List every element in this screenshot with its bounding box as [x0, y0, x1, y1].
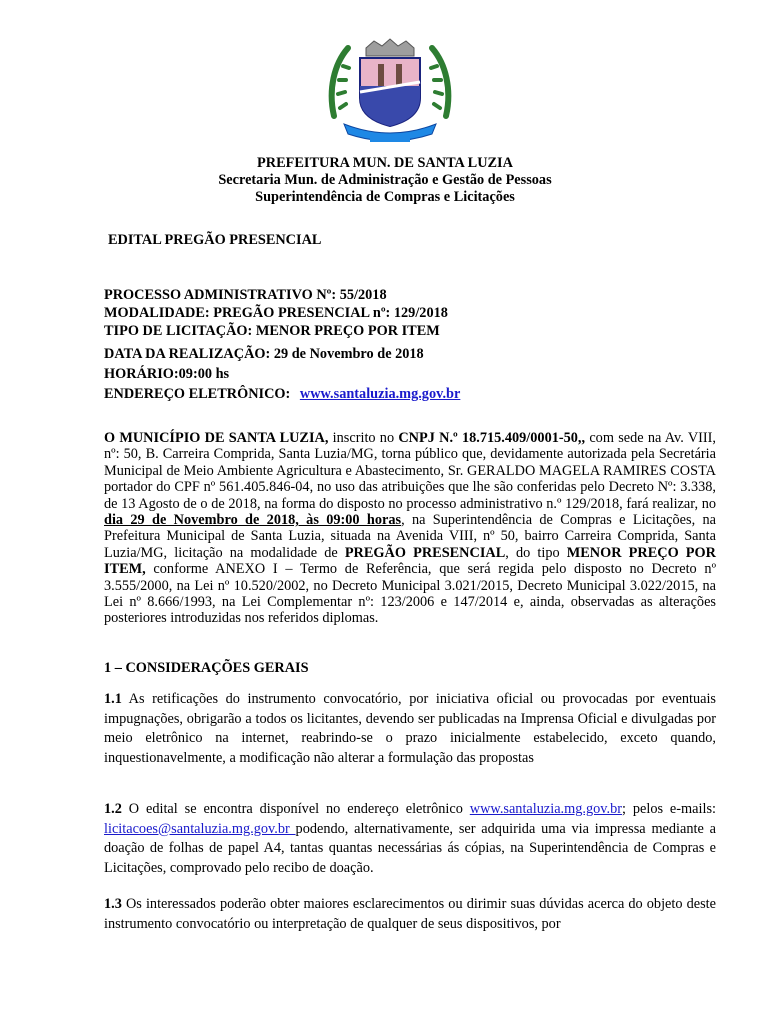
bid-type: TIPO DE LICITAÇÃO: MENOR PREÇO POR ITEM [104, 323, 440, 339]
header-line-prefeitura: PREFEITURA MUN. DE SANTA LUZIA [257, 155, 513, 171]
municipal-crest-logo [326, 38, 454, 150]
website-link-2[interactable]: www.santaluzia.mg.gov.br [469, 801, 622, 817]
paragraph-1-3: 1.3 Os interessados poderão obter maiores esclarecimentos ou dirimir suas dúvidas acerca do objeto deste instrumento convocatório ou interpretação de qualquer de seus dispositivos, por [104, 896, 716, 932]
header-line-superintendencia: Superintendência de Compras e Licitações [255, 189, 515, 205]
website-link[interactable]: www.santaluzia.mg.gov.br [299, 386, 461, 402]
intro-paragraph: O MUNICÍPIO DE SANTA LUZIA, inscrito no CNPJ N.º 18.715.409/0001-50,, com sede na Av. VIII, nº: 50, B. Carreira Comprida, Santa Luzia/MG, torna público que, devidamente autorizada pela Secretária Municipal de Meio Ambiente Agricultura e Abastecimento, Sr. GERALDO MAGELA RAMIRES COSTA portador do CPF nº 561.405.846-04, no uso das atribuições que lhe são conferidas pelo Decreto Nº: 3.338, de 13 Agosto de o de 2018, na forma do disposto no processo administrativo n.º 129/2018, fará realizar, no dia 29 de Novembro de 2018, às 09:00 horas, na Superintendência de Compras e Licitações, na Prefeitura Municipal de Santa Luzia, situada na Avenida VIII, nº 50, bairro Carreira Comprida, Santa Luzia/MG, licitação na modalidade de PREGÃO PRESENCIAL, do tipo MENOR PREÇO POR ITEM, conforme ANEXO I – Termo de Referência, que será regida pelo disposto no Decreto nº 3.555/2000, na Lei nº 10.520/2002, no Decreto Municipal 3.021/2015, Decreto Municipal 3.022/2015, na Lei nº 8.666/1993, na Lei Complementar nº: 123/2006 e 147/2014 e, ainda, observadas as alterações posteriores introduzidas nos referidos diplomas. [104, 430, 717, 627]
section-heading-general: 1 – CONSIDERAÇÕES GERAIS [104, 660, 309, 676]
email-link[interactable]: licitacoes@santaluzia.mg.gov.br [104, 820, 296, 837]
electronic-address-label: ENDEREÇO ELETRÔNICO: [104, 386, 291, 402]
modality: MODALIDADE: PREGÃO PRESENCIAL nº: 129/2018 [104, 305, 448, 321]
schedule-time: HORÁRIO:09:00 hs [104, 366, 230, 382]
paragraph-1-2: 1.2 O edital se encontra disponível no endereço eletrônico www.santaluzia.mg.gov.br; pelos e-mails: licitacoes@santaluzia.mg.gov.br podendo, alternativamente, ser adquirida uma via impressa mediante a doação de folhas de papel A4, tantas quantas necessárias ás cópias, na Superintendência de Compras e Licitações, comprovado pelo recibo de doação. [104, 801, 716, 876]
realization-date: DATA DA REALIZAÇÃO: 29 de Novembro de 2018 [104, 346, 424, 362]
header-line-secretaria: Secretaria Mun. de Administração e Gestão de Pessoas [218, 172, 552, 188]
document-title: EDITAL PREGÃO PRESENCIAL [108, 232, 322, 248]
paragraph-1-1: 1.1 As retificações do instrumento convocatório, por iniciativa oficial ou provocadas por eventuais impugnações, obrigarão a todos os licitantes, devendo ser publicadas na Imprensa Oficial e divulgadas por meio eletrônico na internet, reabrindo-se o prazo inicialmente estabelecido, exceto quando, inquestionavelmente, a modificação não alterar a formulação das propostas [104, 691, 716, 766]
electronic-address [104, 386, 460, 403]
process-number: PROCESSO ADMINISTRATIVO Nº: 55/2018 [104, 287, 387, 303]
